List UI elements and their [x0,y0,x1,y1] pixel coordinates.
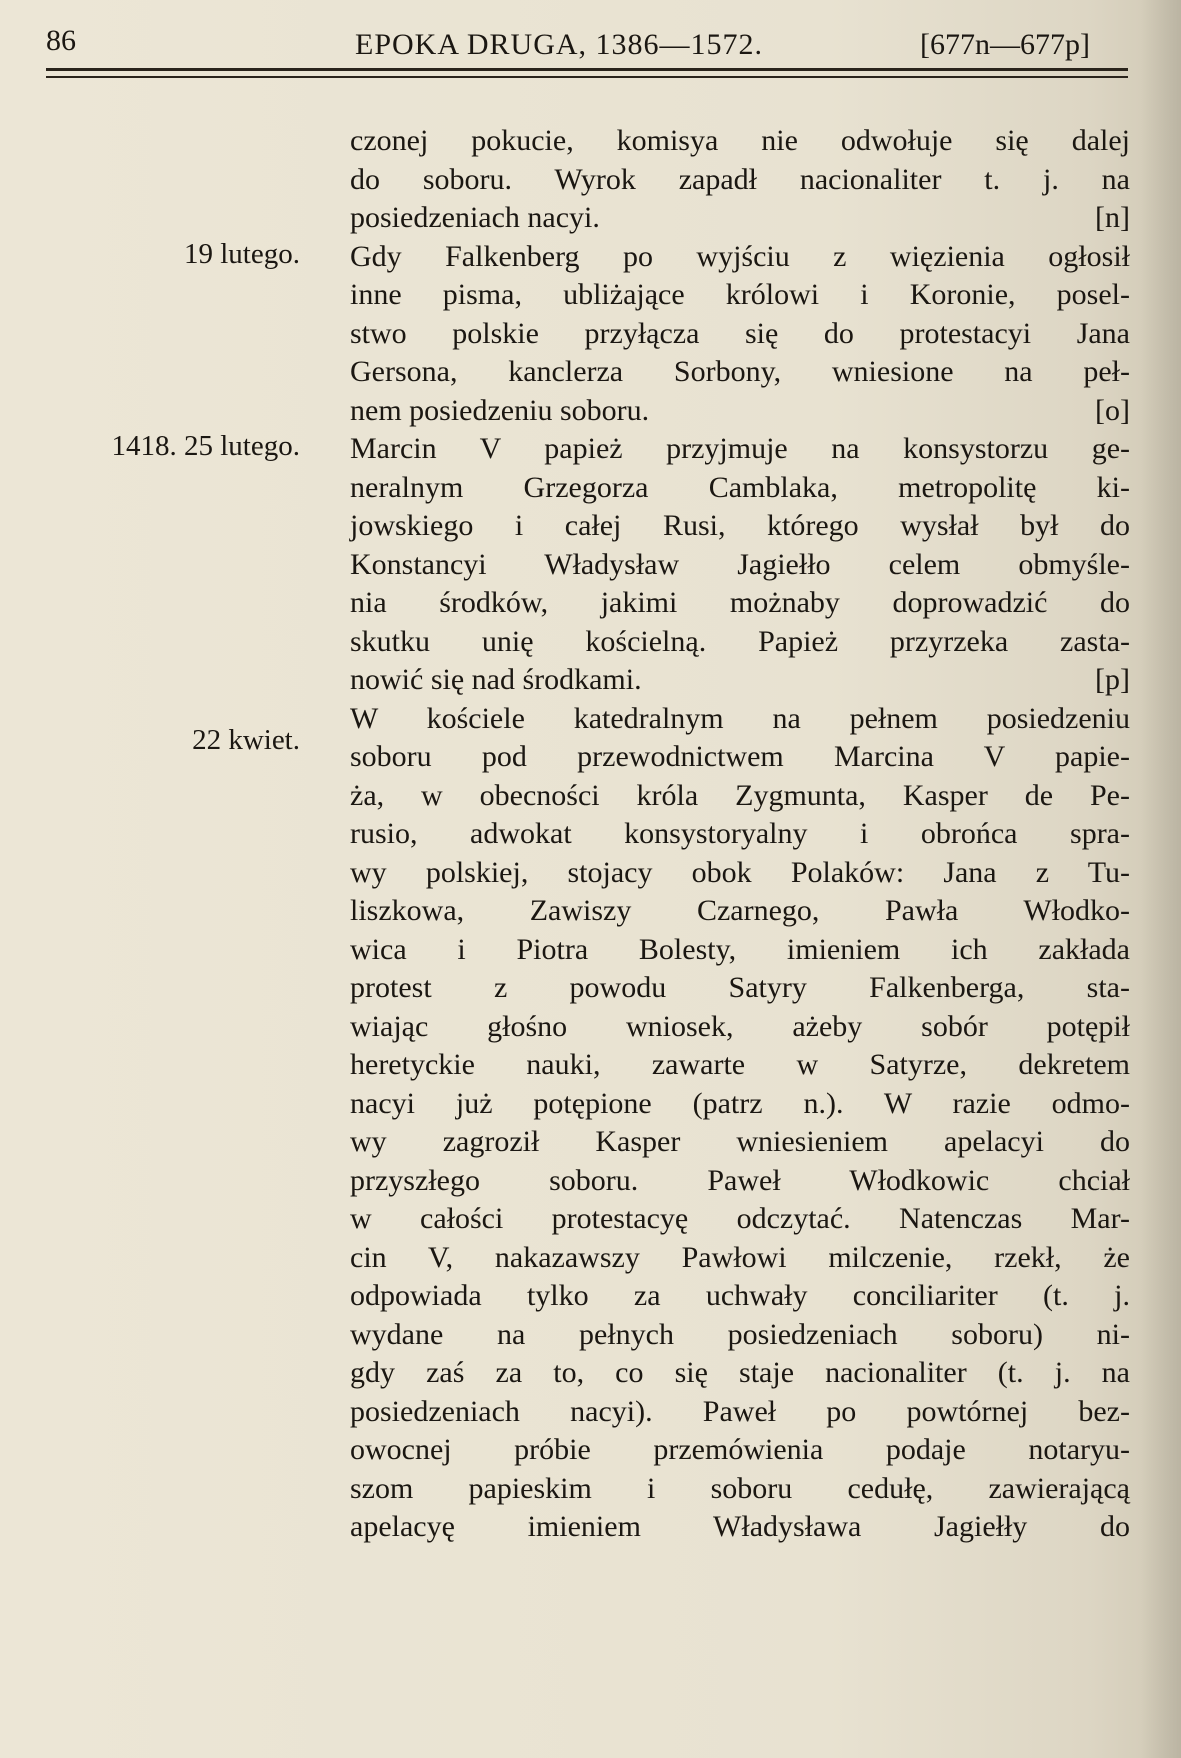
text-line [350,392,1130,431]
text-line: czonej pokucie, komisya nie odwołuje się dalej [350,124,1130,157]
text-line: Konstancyi Władysław Jagiełło celem obmyśle- [350,547,1130,581]
text-line: wiając głośno wniosek, ażeby sobór potępił [350,1009,1130,1043]
text-line: gdy zaś za to, co się staje nacionaliter (t. j. na [350,1356,1130,1389]
text-line: stwo polskie przyłącza się do protestacyi Jana [350,316,1130,350]
text-line: skutku unię kościelną. Papież przyrzeka zasta- [350,624,1130,658]
text-line-content: nem posiedzeniu soboru. [350,393,650,427]
running-title: EPOKA DRUGA, 1386—1572. [355,28,764,61]
body-text [350,122,1130,1547]
page-edge-shadow [1141,0,1181,1758]
text-line: liszkowa, Zawiszy Czarnego, Pawła Włodko- [350,894,1130,927]
text-line: posiedzeniach nacyi). Paweł po powtórnej bez- [350,1394,1130,1428]
margin-date-2: 1418. 25 lutego. [111,430,300,462]
text-line [350,199,1130,238]
text-line: protest z powodu Satyry Falkenberga, sta- [350,971,1130,1004]
text-line [350,661,1130,700]
header-rule-thick [46,68,1128,71]
text-line: jowskiego i całej Rusi, którego wysłał był do [350,509,1130,542]
text-line: rusio, adwokat konsystoryalny i obrońca spra- [350,817,1130,850]
page-header [40,18,1130,68]
header-rule-thin [46,76,1128,78]
text-line: apelacyę imieniem Władysława Jagiełły do [350,1510,1130,1543]
text-line: soboru pod przewodnictwem Marcina V papie- [350,740,1130,773]
entry-ref-n: [n] [1095,201,1130,234]
text-line: nacyi już potępione (patrz n.). W razie odmo- [350,1086,1130,1120]
text-line: nia środków, jakimi możnaby doprowadzić do [350,586,1130,619]
section-reference: [677n—677p] [920,28,1090,61]
text-line: w całości protestacyę odczytać. Natenczas Mar- [350,1202,1130,1235]
text-line: Marcin V papież przyjmuje na konsystorzu ge- [350,432,1130,465]
text-line: ża, w obecności króla Zygmunta, Kasper de Pe- [350,778,1130,812]
text-line: cin V, nakazawszy Pawłowi milczenie, rzekł, że [350,1240,1130,1274]
text-line: wydane na pełnych posiedzeniach soboru) ni- [350,1317,1130,1351]
text-line: wy polskiej, stojacy obok Polaków: Jana z Tu- [350,855,1130,889]
text-line: inne pisma, ubliżające królowi i Koronie, posel- [350,278,1130,311]
page-number: 86 [46,24,76,57]
text-line: wica i Piotra Bolesty, imieniem ich zakłada [350,932,1130,966]
margin-date-3: 22 kwiet. [192,724,300,756]
text-line: neralnym Grzegorza Camblaka, metropolitę ki- [350,470,1130,504]
text-line: owocnej próbie przemówienia podaje notaryu- [350,1433,1130,1466]
entry-ref-o: [o] [1095,393,1130,427]
text-line: szom papieskim i soboru cedułę, zawierającą [350,1471,1130,1505]
text-line-content: posiedzeniach nacyi. [350,201,600,234]
text-line: do soboru. Wyrok zapadł nacionaliter t. j. na [350,162,1130,196]
text-line-content: nowić się nad środkami. [350,663,642,696]
text-line: wy zagroził Kasper wniesieniem apelacyi do [350,1125,1130,1158]
text-line: W kościele katedralnym na pełnem posiedzeniu [350,701,1130,735]
text-line: przyszłego soboru. Paweł Włodkowic chciał [350,1163,1130,1197]
text-line: odpowiada tylko za uchwały conciliariter (t. j. [350,1279,1130,1312]
text-line: Gdy Falkenberg po wyjściu z więzienia ogłosił [350,239,1130,273]
margin-date-1: 19 lutego. [184,238,300,270]
text-line: heretyckie nauki, zawarte w Satyrze, dekretem [350,1048,1130,1081]
text-line: Gersona, kanclerza Sorbony, wniesione na peł- [350,355,1130,388]
entry-ref-p: [p] [1095,663,1130,696]
